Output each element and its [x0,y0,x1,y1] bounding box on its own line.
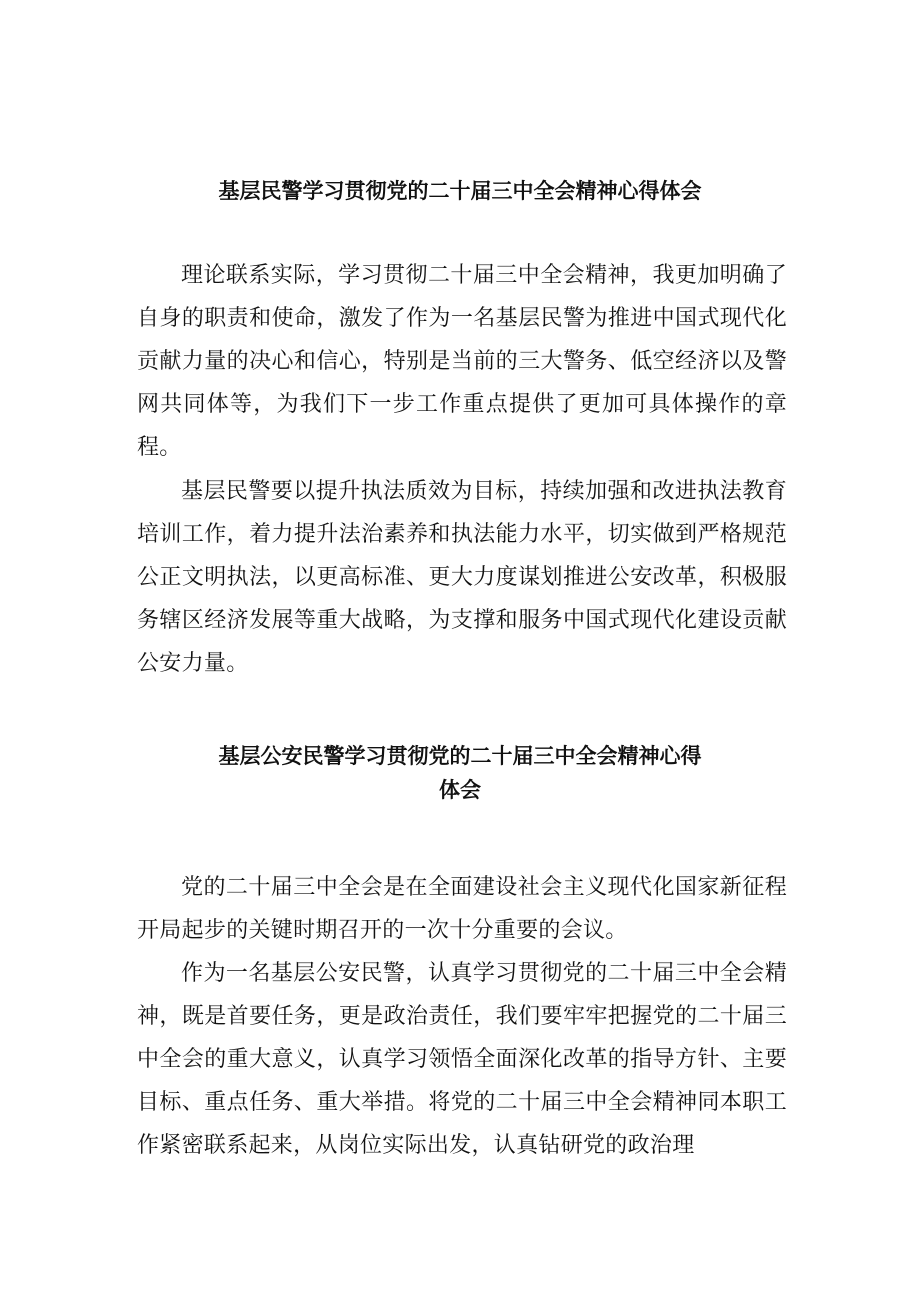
section1-paragraph-2: 基层民警要以提升执法质效为目标，持续加强和改进执法教育培训工作，着力提升法治素养和执法能力水平，切实做到严格规范公正文明执法，以更高标准、更大力度谋划推进公安改革，积极服务辖区经济发展等重大战略，为支撑和服务中国式现代化建设贡献公安力量。 [137,479,787,676]
section2-paragraph-1: 党的二十届三中全会是在全面建设社会主义现代化国家新征程开局起步的关键时期召开的一次十分重要的会议。 [137,875,787,943]
section2-title [100,739,820,807]
section2-title-line2: 体会 [439,778,481,802]
section2-title-line1: 基层公安民警学习贯彻党的二十届三中全会精神心得 [218,744,702,768]
section1-paragraph-1: 理论联系实际，学习贯彻二十届三中全会精神，我更加明确了自身的职责和使命，激发了作为一名基层民警为推进中国式现代化贡献力量的决心和信心，特别是当前的三大警务、低空经济以及警网共同体等，为我们下一步工作重点提供了更加可具体操作的章程。 [137,263,787,460]
section1-title: 基层民警学习贯彻党的二十届三中全会精神心得体会 [218,179,702,203]
section2-paragraph-2: 作为一名基层公安民警，认真学习贯彻党的二十届三中全会精神，既是首要任务，更是政治责任，我们要牢牢把握党的二十届三中全会的重大意义，认真学习领悟全面深化改革的指导方针、主要目标、重点任务、重大举措。将党的二十届三中全会精神同本职工作紧密联系起来，从岗位实际出发，认真钻研党的政治理 [137,961,787,1158]
